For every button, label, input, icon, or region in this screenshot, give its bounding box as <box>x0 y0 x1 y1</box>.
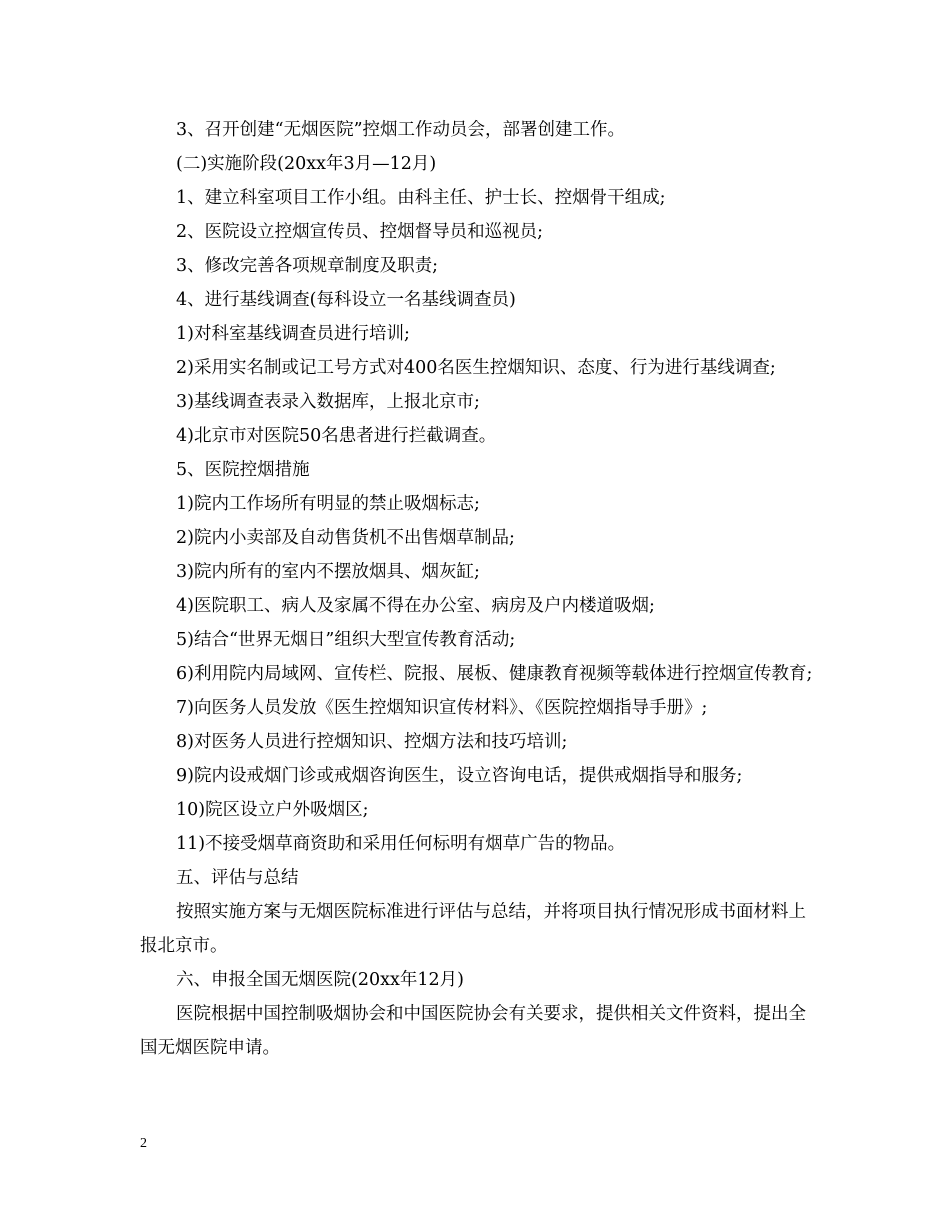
paragraph: 按照实施方案与无烟医院标准进行评估与总结，并将项目执行情况形成书面材料上报北京市。 <box>140 902 806 956</box>
list-item: 1)对科室基线调查员进行培训; <box>176 324 410 344</box>
list-item: 9)院内设戒烟门诊或戒烟咨询医生，设立咨询电话，提供戒烟指导和服务; <box>176 766 743 786</box>
paragraph: 3、修改完善各项规章制度及职责; <box>176 256 439 276</box>
list-item: 11)不接受烟草商资助和采用任何标明有烟草广告的物品。 <box>176 834 626 854</box>
paragraph: 1、建立科室项目工作小组。由科主任、护士长、控烟骨干组成; <box>176 188 666 208</box>
list-item: 4)北京市对医院50名患者进行拦截调查。 <box>176 426 497 446</box>
list-item: 2)采用实名制或记工号方式对400名医生控烟知识、态度、行为进行基线调查; <box>176 358 776 378</box>
list-item: 3)院内所有的室内不摆放烟具、烟灰缸; <box>176 562 480 582</box>
document-body <box>140 113 820 1065</box>
paragraph: 3、召开创建“无烟医院”控烟工作动员会，部署创建工作。 <box>176 120 626 140</box>
list-item: 10)院区设立户外吸烟区; <box>176 800 369 820</box>
section-heading: 六、申报全国无烟医院(20xx年12月) <box>176 970 464 990</box>
list-item: 1)院内工作场所有明显的禁止吸烟标志; <box>176 494 480 514</box>
page-number: 2 <box>140 1136 147 1151</box>
list-item: 5)结合“世界无烟日”组织大型宣传教育活动; <box>176 630 516 650</box>
paragraph: 医院根据中国控制吸烟协会和中国医院协会有关要求，提供相关文件资料，提出全国无烟医院申请。 <box>140 1004 806 1058</box>
list-item: 6)利用院内局域网、宣传栏、院报、展板、健康教育视频等载体进行控烟宣传教育; <box>176 664 813 684</box>
paragraph: 4、进行基线调查(每科设立一名基线调查员) <box>176 290 516 310</box>
list-item: 2)院内小卖部及自动售货机不出售烟草制品; <box>176 528 515 548</box>
section-heading: 五、评估与总结 <box>176 868 299 888</box>
section-heading: (二)实施阶段(20xx年3月—12月) <box>176 154 437 174</box>
paragraph: 5、医院控烟措施 <box>176 460 310 480</box>
list-item: 7)向医务人员发放《医生控烟知识宣传材料》、《医院控烟指导手册》; <box>176 698 708 718</box>
paragraph: 2、医院设立控烟宣传员、控烟督导员和巡视员; <box>176 222 544 242</box>
list-item: 4)医院职工、病人及家属不得在办公室、病房及户内楼道吸烟; <box>176 596 655 616</box>
list-item: 8)对医务人员进行控烟知识、控烟方法和技巧培训; <box>176 732 568 752</box>
list-item: 3)基线调查表录入数据库，上报北京市; <box>176 392 480 412</box>
